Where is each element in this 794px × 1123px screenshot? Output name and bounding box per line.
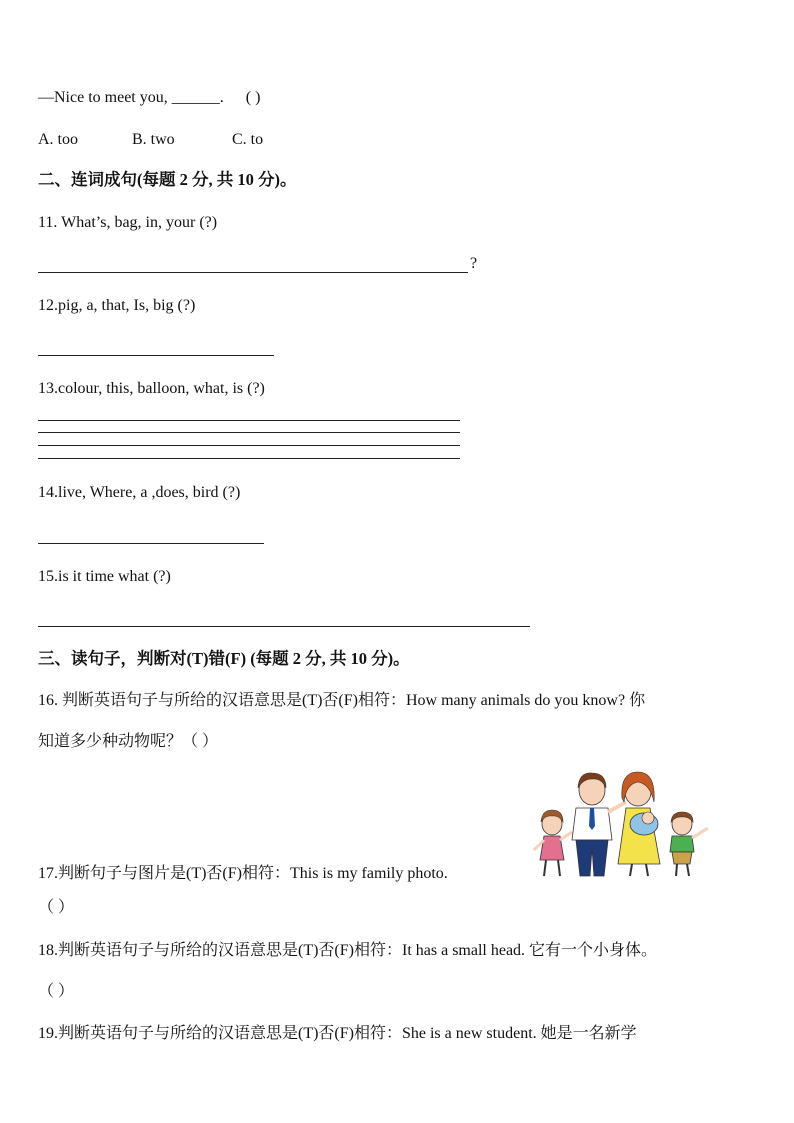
q13-answer-line-1	[38, 420, 460, 421]
q10-stem-text: —Nice to meet you, ______.	[38, 89, 224, 106]
q10-option-b: B. two	[132, 131, 175, 148]
q10-answer-paren: ( )	[245, 89, 261, 106]
section2-heading: 二、连词成句(每题 2 分, 共 10 分)。	[38, 170, 297, 189]
q11-text: 11. What’s, bag, in, your (?)	[38, 214, 218, 231]
girl-figure	[534, 810, 572, 876]
q13-answer-line-4	[38, 458, 460, 459]
q14-answer-line	[38, 543, 264, 544]
father-figure	[572, 773, 626, 876]
boy-figure	[670, 812, 708, 876]
q10-option-a: A. too	[38, 131, 78, 148]
q15-text: 15.is it time what (?)	[38, 568, 171, 585]
q13-text: 13.colour, this, balloon, what, is (?)	[38, 380, 265, 397]
q11-answer-line	[38, 272, 468, 273]
q14-text: 14.live, Where, a ,does, bird (?)	[38, 484, 241, 501]
q16-line1: 16. 判断英语句子与所给的汉语意思是(T)否(F)相符：How many animals do you know? 你	[38, 692, 646, 709]
q10-option-c: C. to	[232, 131, 264, 148]
q18-line1: 18.判断英语句子与所给的汉语意思是(T)否(F)相符：It has a small head. 它有一个小身体。	[38, 942, 658, 959]
q10-stem	[38, 88, 260, 108]
q18-line2: （ ）	[38, 983, 75, 1000]
q15-answer-line	[38, 626, 530, 627]
q13-answer-line-3	[38, 445, 460, 446]
family-photo-illustration	[532, 768, 714, 880]
q19-line1: 19.判断英语句子与所给的汉语意思是(T)否(F)相符：She is a new student. 她是一名新学	[38, 1025, 637, 1042]
q17-line2: （ ）	[38, 899, 75, 916]
q16-line2: 知道多少种动物呢？（ ）	[38, 733, 219, 750]
q10-options	[38, 130, 263, 150]
section3-heading: 三、读句子，判断对(T)错(F) (每题 2 分, 共 10 分)。	[38, 649, 410, 668]
q17-line1: 17.判断句子与图片是(T)否(F)相符：This is my family photo.	[38, 865, 448, 882]
q12-answer-line	[38, 355, 274, 356]
q13-answer-line-2	[38, 432, 460, 433]
q11-end-mark: ?	[470, 255, 478, 272]
q12-text: 12.pig, a, that, Is, big (?)	[38, 297, 196, 314]
mother-figure	[618, 772, 660, 876]
